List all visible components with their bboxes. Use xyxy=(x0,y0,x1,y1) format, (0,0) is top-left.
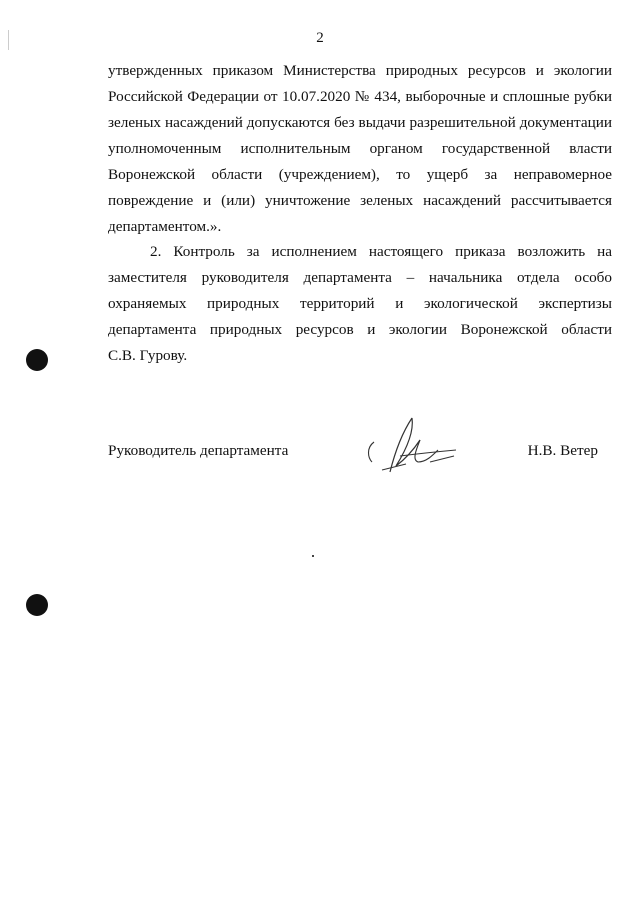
paragraph-line: уполномоченным исполнительным органом государственной власти xyxy=(108,140,612,157)
paragraph-line: повреждение и (или) уничтожение зеленых насаждений рассчитывается xyxy=(108,192,612,209)
paragraph-line: заместителя руководителя департамента – начальника отдела особо xyxy=(108,269,612,286)
paragraph-line: Российской Федерации от 10.07.2020 № 434, выборочные и сплошные рубки xyxy=(108,88,612,105)
handwritten-signature xyxy=(360,410,460,480)
paragraph-line: утвержденных приказом Министерства природных ресурсов и экологии xyxy=(108,62,612,79)
signer-name: Н.В. Ветер xyxy=(527,442,598,459)
paragraph-line: департамента природных ресурсов и экологии Воронежской области xyxy=(108,321,612,338)
paragraph-line: Воронежской области (учреждением), то ущерб за неправомерное xyxy=(108,166,612,183)
signature-block xyxy=(108,440,598,480)
scan-speck xyxy=(312,555,314,557)
paragraph-line: охраняемых природных территорий и экологической экспертизы xyxy=(108,295,612,312)
page-number: 2 xyxy=(316,30,324,46)
signer-title: Руководитель департамента xyxy=(108,442,289,459)
paragraph-line: департаментом.». xyxy=(108,218,222,235)
punch-hole xyxy=(26,594,48,616)
paragraph-line: С.В. Гурову. xyxy=(108,347,188,364)
paragraph-line: 2. Контроль за исполнением настоящего приказа возложить на xyxy=(150,243,612,260)
paragraph-line: зеленых насаждений допускаются без выдачи разрешительной документации xyxy=(108,114,612,131)
punch-hole xyxy=(26,349,48,371)
